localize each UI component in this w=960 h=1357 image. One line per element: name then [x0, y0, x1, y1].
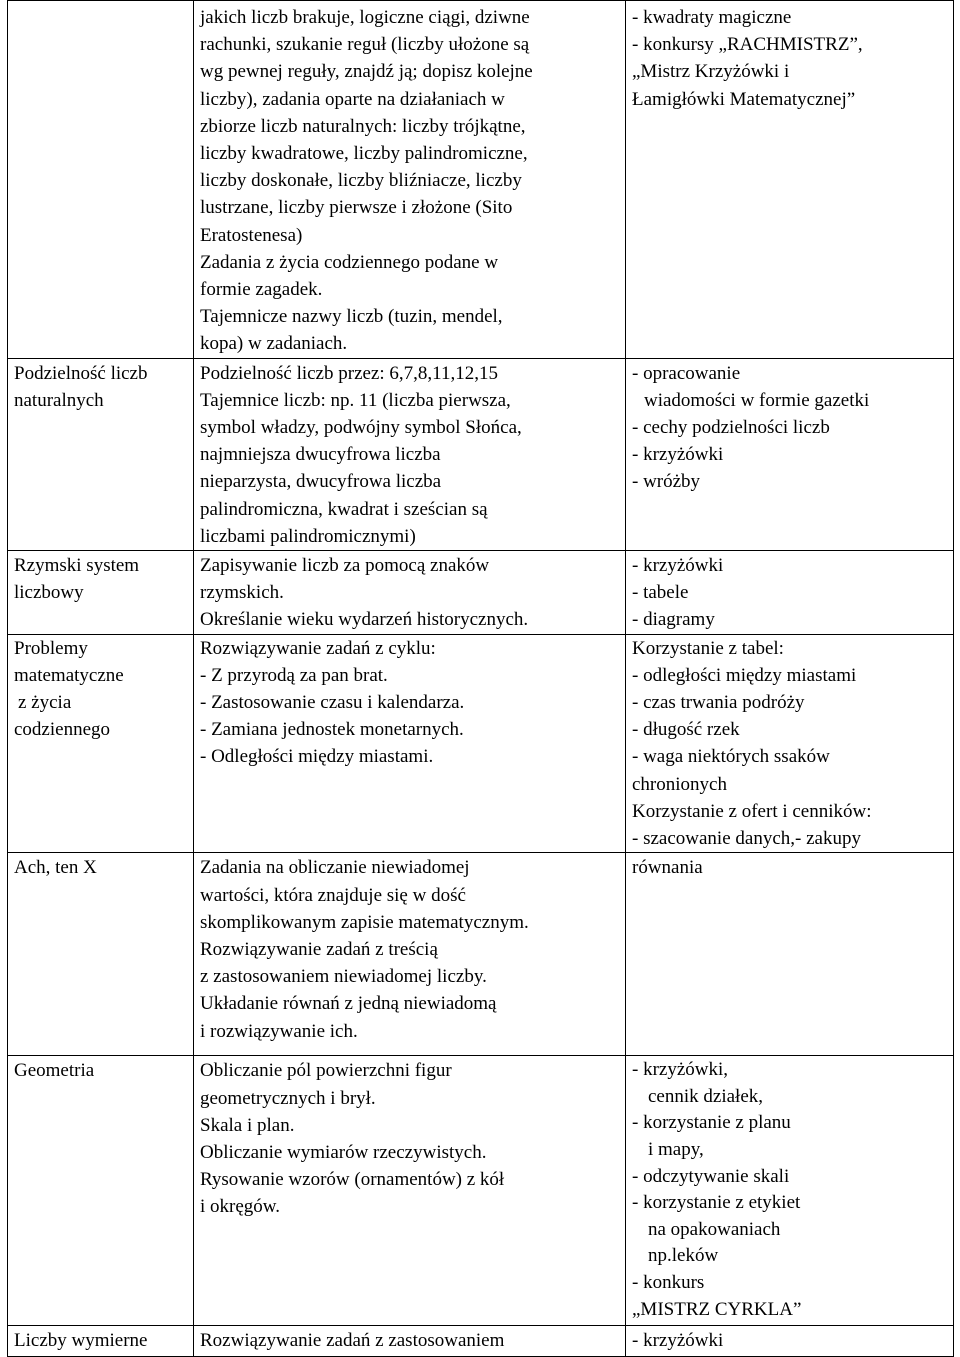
topic-line: naturalnych	[14, 389, 104, 411]
topic-line: Ach, ten X	[14, 857, 97, 879]
table-row	[8, 1056, 954, 1326]
content-cell	[194, 1, 626, 359]
content-cell	[194, 1056, 626, 1326]
content-line: liczby doskonałe, liczby bliźniacze, liczby	[200, 170, 522, 192]
forms-cell	[626, 1, 954, 359]
content-line: - Z przyrodą za pan brat.	[200, 664, 388, 686]
content-line: i okręgów.	[200, 1196, 281, 1218]
topic-line: codziennego	[14, 719, 111, 741]
forms-line: - waga niektórych ssaków	[632, 746, 830, 768]
forms-line: - korzystanie z etykiet	[632, 1192, 801, 1214]
curriculum-table	[7, 0, 954, 1357]
topic-line: Liczby wymierne	[14, 1330, 148, 1352]
content-line: Określanie wieku wydarzeń historycznych.	[200, 609, 529, 631]
forms-line: - czas trwania podróży	[632, 692, 805, 714]
forms-line: - krzyżówki	[632, 1330, 724, 1352]
table-row	[8, 853, 954, 1056]
topic-cell	[8, 1056, 194, 1326]
topic-line: liczbowy	[14, 582, 84, 604]
content-cell	[194, 551, 626, 635]
content-line: Rozwiązywanie zadań z cyklu:	[200, 637, 436, 659]
forms-line: np.leków	[648, 1245, 719, 1267]
content-line: wartości, która znajduje się w dość	[200, 884, 466, 906]
content-cell	[194, 358, 626, 550]
forms-line: - krzyżówki	[632, 555, 724, 577]
forms-cell	[626, 551, 954, 635]
forms-line: i mapy,	[648, 1139, 704, 1161]
forms-line: „Mistrz Krzyżówki i	[632, 61, 790, 83]
forms-line: - krzyżówki,	[632, 1059, 729, 1081]
forms-line: - korzystanie z planu	[632, 1112, 791, 1134]
topic-line: Podzielność liczb	[14, 362, 148, 384]
forms-cell	[626, 1056, 954, 1326]
content-line: skomplikowanym zapisie matematycznym.	[200, 911, 529, 933]
content-line: Tajemnice liczb: np. 11 (liczba pierwsza,	[200, 389, 511, 411]
topic-line: matematyczne	[14, 664, 124, 686]
content-cell	[194, 634, 626, 853]
forms-line: - odległości między miastami	[632, 664, 857, 686]
content-line: kopa) w zadaniach.	[200, 333, 348, 355]
forms-line: wiadomości w formie gazetki	[644, 389, 870, 411]
content-line: zbiorze liczb naturalnych: liczby trójkątne,	[200, 115, 526, 137]
forms-line: - diagramy	[632, 609, 715, 631]
content-line: rzymskich.	[200, 582, 284, 604]
forms-cell	[626, 1326, 954, 1357]
topic-line: Geometria	[14, 1060, 95, 1082]
content-line: - Zastosowanie czasu i kalendarza.	[200, 692, 465, 714]
content-line: formie zagadek.	[200, 279, 323, 301]
content-line: nieparzysta, dwucyfrowa liczba	[200, 471, 442, 493]
forms-line: - szacowanie danych,- zakupy	[632, 828, 861, 850]
content-line: z zastosowaniem niewiadomej liczby.	[200, 966, 487, 988]
topic-cell	[8, 634, 194, 853]
topic-cell	[8, 853, 194, 1056]
content-line: Obliczanie wymiarów rzeczywistych.	[200, 1141, 487, 1163]
topic-cell	[8, 1326, 194, 1357]
table-row	[8, 1, 954, 359]
content-line: geometrycznych i brył.	[200, 1087, 376, 1109]
content-line: Podzielność liczb przez: 6,7,8,11,12,15	[200, 362, 498, 384]
forms-line: - konkursy „RACHMISTRZ”,	[632, 34, 863, 56]
table-row	[8, 1326, 954, 1357]
content-line: lustrzane, liczby pierwsze i złożone (Sito	[200, 197, 513, 219]
forms-line: - opracowanie	[632, 362, 741, 384]
forms-cell	[626, 853, 954, 1056]
content-line: liczby), zadania oparte na działaniach w	[200, 88, 505, 110]
forms-line: Łamigłówki Matematycznej”	[632, 88, 856, 110]
content-line: - Odległości między miastami.	[200, 746, 434, 768]
content-cell	[194, 1326, 626, 1357]
forms-line: na opakowaniach	[648, 1218, 781, 1240]
topic-cell	[8, 1, 194, 359]
forms-line: Korzystanie z tabel:	[632, 637, 784, 659]
topic-line: z życia	[18, 692, 72, 714]
forms-line: - odczytywanie skali	[632, 1165, 790, 1187]
forms-cell	[626, 634, 954, 853]
content-line: Zadania na obliczanie niewiadomej	[200, 857, 470, 879]
content-line: Tajemnicze nazwy liczb (tuzin, mendel,	[200, 306, 503, 328]
content-line: palindromiczna, kwadrat i sześcian są	[200, 498, 488, 520]
content-line: - Zamiana jednostek monetarnych.	[200, 719, 464, 741]
content-line: jakich liczb brakuje, logiczne ciągi, dziwne	[200, 7, 530, 28]
forms-line: równania	[632, 857, 703, 879]
forms-line: cennik działek,	[648, 1085, 764, 1107]
table-row	[8, 634, 954, 853]
forms-line: Korzystanie z ofert i cenników:	[632, 800, 872, 822]
topic-line: Problemy	[14, 637, 88, 659]
content-line: Rysowanie wzorów (ornamentów) z kół	[200, 1169, 505, 1191]
table-row	[8, 551, 954, 635]
content-line: rachunki, szukanie reguł (liczby ułożone są	[200, 34, 530, 56]
forms-line: - konkurs	[632, 1272, 705, 1294]
topic-line: Rzymski system	[14, 555, 140, 577]
content-line: liczbami palindromicznymi)	[200, 525, 416, 547]
forms-line: - tabele	[632, 582, 689, 604]
table-row	[8, 358, 954, 550]
content-line: Zapisywanie liczb za pomocą znaków	[200, 555, 490, 577]
forms-line: „MISTRZ CYRKLA”	[632, 1298, 802, 1320]
topic-cell	[8, 358, 194, 550]
forms-line: - krzyżówki	[632, 444, 724, 466]
content-line: symbol władzy, podwójny symbol Słońca,	[200, 417, 522, 439]
content-line: Rozwiązywanie zadań z zastosowaniem	[200, 1330, 505, 1352]
content-line: liczby kwadratowe, liczby palindromiczne,	[200, 143, 528, 165]
content-line: najmniejsza dwucyfrowa liczba	[200, 444, 441, 466]
forms-line: chronionych	[632, 773, 727, 795]
forms-line: - cechy podzielności liczb	[632, 417, 830, 439]
content-line: Zadania z życia codziennego podane w	[200, 251, 499, 273]
forms-line: - wróżby	[632, 471, 701, 493]
topic-cell	[8, 551, 194, 635]
content-cell	[194, 853, 626, 1056]
content-line: wg pewnej reguły, znajdź ją; dopisz kolejne	[200, 61, 533, 83]
forms-line: - długość rzek	[632, 719, 740, 741]
content-line: Skala i plan.	[200, 1114, 295, 1136]
forms-cell	[626, 358, 954, 550]
forms-line: - kwadraty magiczne	[632, 7, 792, 28]
content-line: i rozwiązywanie ich.	[200, 1020, 358, 1042]
content-line: Eratostenesa)	[200, 224, 303, 246]
content-line: Obliczanie pól powierzchni figur	[200, 1060, 452, 1082]
content-line: Układanie równań z jedną niewiadomą	[200, 993, 497, 1015]
content-line: Rozwiązywanie zadań z treścią	[200, 938, 438, 960]
